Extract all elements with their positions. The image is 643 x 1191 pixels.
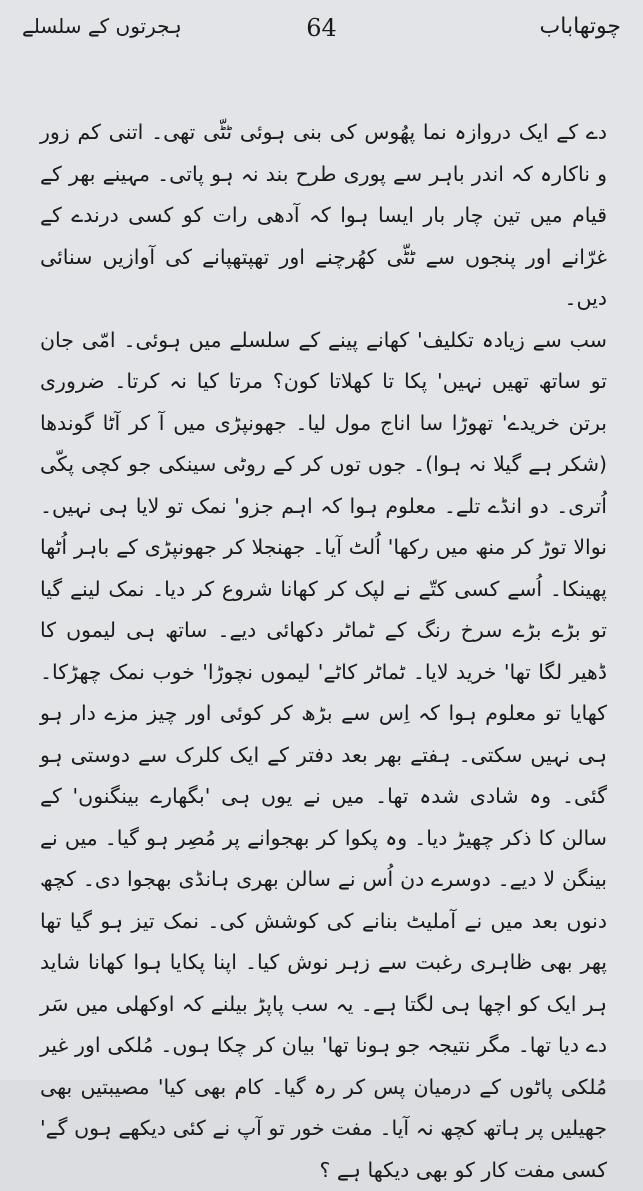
page-header	[22, 14, 621, 50]
page-body	[40, 112, 607, 1191]
chapter-title: چوتھاباب	[540, 14, 621, 39]
page-number: 64	[306, 14, 337, 42]
book-title: ہجرتوں کے سلسلے	[22, 14, 182, 38]
paragraph: سب سے زیادہ تکلیف' کھانے پینے کے سلسلے میں ہوئی۔ امّی جان تو ساتھ تھیں نہیں' پکا تا کھلاتا کون؟ مرتا کیا نہ کرتا۔ ضروری برتن خریدے' تھوڑا سا اناج مول لیا۔ جھونپڑی میں آ کر آٹا گوندھا (شکر ہے گیلا نہ ہوا)۔ جوں توں کر کے روٹی سینکی جو کچی پکّی اُتری۔ دو انڈے تلے۔ معلوم ہوا کہ اہم جزو' نمک تو لایا ہی نہیں۔ نوالا توڑ کر منھ میں رکھا' اُلٹ آیا۔ جھنجلا کر جھونپڑی کے باہر اُٹھا پھینکا۔ اُسے کسی کتّے نے لپک کر کھانا شروع کر دیا۔ نمک لینے گیا تو بڑے بڑے سرخ رنگ کے ٹماٹر دکھائی دیے۔ ساتھ ہی لیموں کا ڈھیر لگا تھا' خرید لایا۔ ٹماٹر کاٹے' لیموں نچوڑا' خوب نمک چھڑکا۔ کھایا تو معلوم ہوا کہ اِس سے بڑھ کر کوئی اور چیز مزے دار ہو ہی نہیں سکتی۔ ہفتے بھر بعد دفتر کے ایک کلرک سے دوستی ہو گئی۔ وہ شادی شدہ تھا۔ میں نے یوں ہی 'بگھارے بینگنوں' کے سالن کا ذکر چھیڑ دیا۔ وہ پکوا کر بھجوانے پر مُصِر ہو گیا۔ میں نے بینگن لا دیے۔ دوسرے دن اُس نے سالن بھری ہانڈی بھجوا دی۔ کچھ دنوں بعد میں نے آملیٹ بنانے کی کوشش کی۔ نمک تیز ہو گیا تھا پھر بھی ظاہری رغبت سے زہر نوش کیا۔ اپنا پکایا ہوا کھانا شاید ہر ایک کو اچھا ہی لگتا ہے۔ یہ سب پاپڑ بیلنے کہ اوکھلی میں سَر دے دیا تھا۔ مگر نتیجہ جو ہونا تھا' بیان کر چکا ہوں۔ مُلکی اور غیر مُلکی پاٹوں کے درمیان پس کر رہ گیا۔ کام بھی کیا' مصیبتیں بھی جھیلیں پر ہاتھ کچھ نہ آیا۔ مفت خور تو آپ نے کئی دیکھے ہوں گے' کسی مفت کار کو بھی دیکھا ہے ؟	[40, 320, 607, 1191]
paragraph: دے کے ایک دروازہ نما پھُوس کی بنی ہوئی ٹٹّی تھی۔ اتنی کم زور و ناکارہ کہ اندر باہر سے پوری طرح بند نہ ہو پاتی۔ مہینے بھر کے قیام میں تین چار بار ایسا ہوا کہ آدھی رات کو کسی درندے کے غرّانے اور پنجوں سے ٹٹّی کھُرچنے اور تھپتھپانے کی آوازیں سنائی دیں۔	[40, 112, 607, 320]
